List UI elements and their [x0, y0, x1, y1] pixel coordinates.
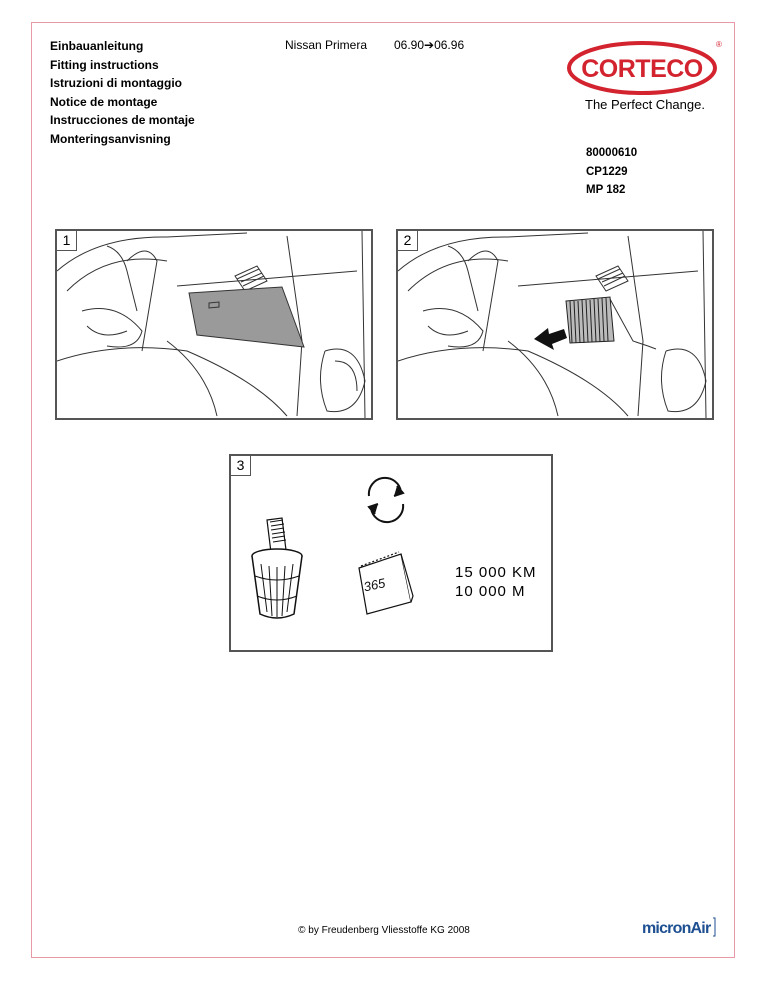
model-years: 06.90➔06.96: [394, 38, 465, 52]
tagline: The Perfect Change.: [585, 97, 705, 112]
title-es: Instrucciones de montaje: [50, 113, 195, 128]
step-number: 2: [398, 231, 418, 251]
title-sv: Monteringsanvisning: [50, 131, 171, 146]
filter-removal-illustration: [398, 231, 712, 418]
interval-km: 15 000 KM: [455, 564, 537, 581]
arrow-icon: [534, 328, 567, 350]
vehicle-model: Nissan Primera: [285, 38, 368, 52]
replacement-interval-illustration: [231, 456, 551, 650]
title-de: Einbauanleitung: [50, 39, 144, 53]
trash-bin-icon: [252, 518, 302, 618]
registered-mark: ®: [716, 40, 722, 49]
interval-miles: 10 000 M: [455, 583, 526, 600]
replacement-interval: [455, 563, 537, 601]
part-numbers: [586, 144, 637, 200]
title-it: Istruzioni di montaggio: [50, 76, 182, 91]
title-fr: Notice de montage: [50, 94, 158, 109]
part-number: 80000610: [586, 147, 638, 159]
step-1-panel: [55, 229, 373, 420]
micronair-logo-text: micronAir: [642, 920, 711, 937]
calendar-label: 365: [362, 575, 387, 595]
glovebox-lid: [189, 287, 304, 347]
step-2-panel: [396, 229, 714, 420]
step-number: 1: [57, 231, 77, 251]
corteco-logo: [566, 38, 722, 98]
micronair-logo: [641, 916, 717, 938]
calendar-icon: [359, 552, 413, 614]
copyright-notice: © by Freudenberg Vliesstoffe KG 2008: [298, 925, 470, 936]
step-number: 3: [231, 456, 251, 476]
part-number: CP1229: [586, 165, 628, 178]
glovebox-illustration: [57, 231, 371, 418]
cabin-filter: [566, 297, 614, 343]
part-number: MP 182: [586, 184, 626, 197]
title-en: Fitting instructions: [50, 57, 159, 72]
recycle-icon: [369, 478, 403, 522]
step-3-panel: [229, 454, 553, 652]
instruction-titles: [50, 37, 195, 149]
logo-text: CORTECO: [581, 55, 703, 83]
